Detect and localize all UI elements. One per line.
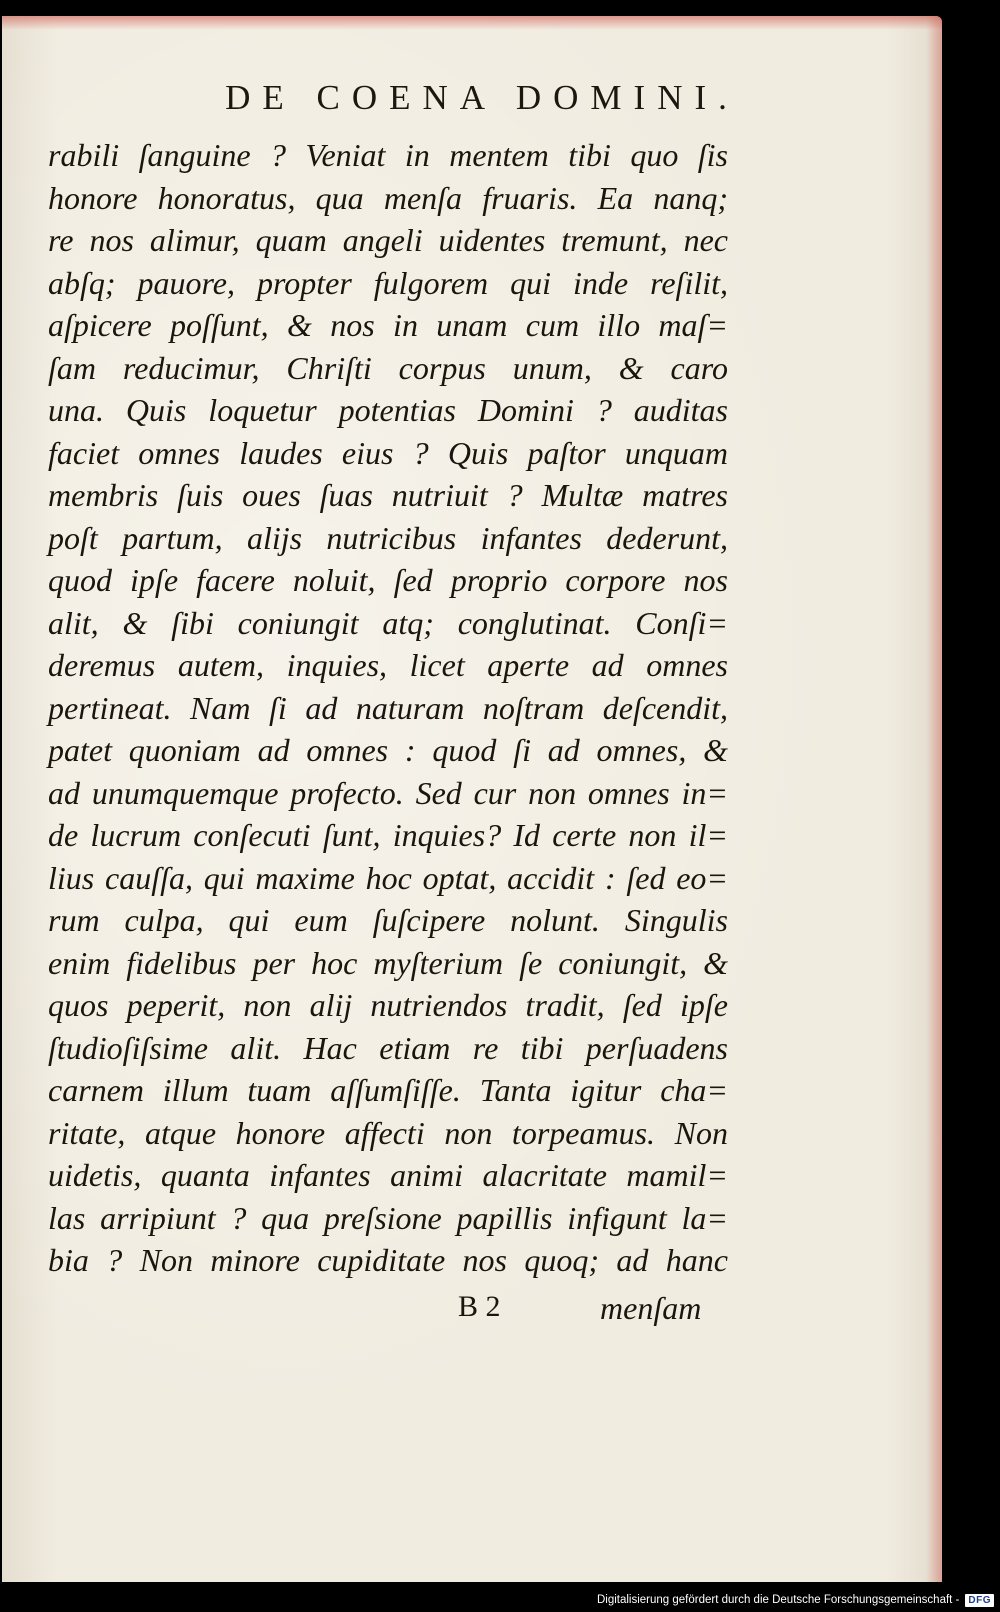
- dfg-logo: DFG: [965, 1594, 994, 1607]
- text-line: una. Quis loquetur potentias Domini ? auditas: [48, 392, 728, 428]
- signature-mark: B 2: [458, 1290, 501, 1323]
- body-text: [48, 134, 728, 1282]
- text-line: de lucrum conſecuti ſunt, inquies? Id certe non il=: [48, 817, 728, 853]
- text-line: quos peperit, non alij nutriendos tradit, ſed ipſe: [48, 987, 728, 1023]
- text-line: bia ? Non minore cupiditate nos quoq; ad hanc: [48, 1242, 728, 1278]
- text-line: honore honoratus, qua menſa fruaris. Ea nanq;: [48, 179, 728, 216]
- catchword: menſam: [600, 1290, 702, 1326]
- running-title: DE COENA DOMINI.: [225, 78, 739, 117]
- text-line: re nos alimur, quam angeli uidentes tremunt, nec: [48, 222, 728, 258]
- text-line: quod ipſe facere noluit, ſed proprio corpore nos: [48, 562, 728, 598]
- text-line: rum culpa, qui eum ſuſcipere nolunt. Singulis: [48, 902, 728, 938]
- book-page: [2, 16, 942, 1582]
- text-line: lius cauſſa, qui maxime hoc optat, accidit : ſed eo=: [48, 859, 728, 896]
- text-line: aſpicere poſſunt, & nos in unam cum illo maſ=: [48, 307, 728, 343]
- text-line: pertineat. Nam ſi ad naturam noſtram deſcendit,: [48, 689, 728, 726]
- text-line: uidetis, quanta infantes animi alacritate mamil=: [48, 1157, 728, 1193]
- digitization-credit: [597, 1590, 994, 1610]
- page-footer: [2, 1290, 942, 1332]
- text-line: rabili ſanguine ? Veniat in mentem tibi quo ſis: [48, 137, 728, 173]
- text-line: ad unumquemque profecto. Sed cur non omnes in=: [48, 774, 728, 811]
- text-line: ſam reducimur, Chriſti corpus unum, & caro: [48, 349, 728, 386]
- text-line: patet quoniam ad omnes : quod ſi ad omnes, &: [48, 732, 728, 768]
- text-line: ritate, atque honore affecti non torpeamus. Non: [48, 1114, 728, 1151]
- text-line: deremus autem, inquies, licet aperte ad omnes: [48, 647, 728, 683]
- text-line: alit, & ſibi coniungit atq; conglutinat. Conſi=: [48, 604, 728, 641]
- text-line: poſt partum, alijs nutricibus infantes dederunt,: [48, 519, 728, 556]
- credit-text: Digitalisierung gefördert durch die Deutsche Forschungsgemeinschaft -: [596, 1594, 960, 1606]
- text-line: membris ſuis oues ſuas nutriuit ? Multæ matres: [48, 477, 728, 513]
- text-line: carnem illum tuam aſſumſiſſe. Tanta igitur cha=: [48, 1072, 728, 1108]
- text-line: las arripiunt ? qua preſsione papillis infigunt la=: [48, 1199, 728, 1236]
- text-line: enim fidelibus per hoc myſterium ſe coniungit, &: [48, 944, 728, 981]
- text-line: faciet omnes laudes eius ? Quis paſtor unquam: [48, 434, 728, 471]
- page-right-edge: [926, 16, 942, 1582]
- text-line: ſtudioſiſsime alit. Hac etiam re tibi perſuadens: [48, 1029, 728, 1066]
- page-top-edge: [2, 16, 942, 30]
- text-line: abſq; pauore, propter fulgorem qui inde reſilit,: [48, 264, 728, 301]
